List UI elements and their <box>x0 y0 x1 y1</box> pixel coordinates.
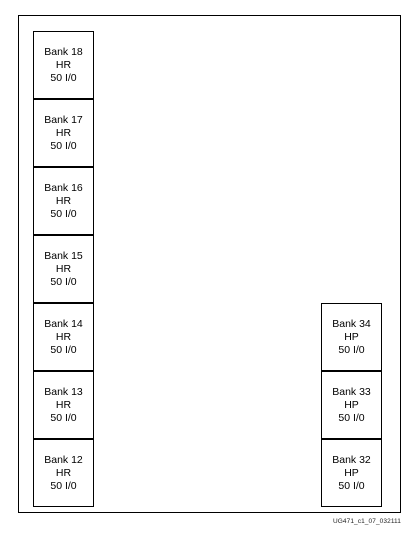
bank-io-count: 50 I/0 <box>50 207 77 220</box>
bank-15-box <box>33 235 94 303</box>
bank-io-count: 50 I/0 <box>50 411 77 424</box>
bank-32-box <box>321 439 382 507</box>
bank-type: HR <box>55 58 72 71</box>
bank-name: Bank 17 <box>44 113 83 126</box>
bank-name: Bank 15 <box>44 249 83 262</box>
bank-io-count: 50 I/0 <box>50 139 77 152</box>
bank-16-box <box>33 167 94 235</box>
bank-name: Bank 18 <box>44 45 83 58</box>
bank-type: HP <box>344 398 359 411</box>
bank-name: Bank 16 <box>44 181 83 194</box>
bank-io-count: 50 I/0 <box>338 343 365 356</box>
bank-io-count: 50 I/0 <box>50 479 77 492</box>
bank-name: Bank 14 <box>44 317 83 330</box>
bank-name: Bank 13 <box>44 385 83 398</box>
bank-type: HR <box>55 194 72 207</box>
bank-io-count: 50 I/0 <box>50 71 77 84</box>
bank-io-count: 50 I/0 <box>50 275 77 288</box>
bank-14-box <box>33 303 94 371</box>
bank-18-box <box>33 31 94 99</box>
bank-type: HP <box>344 330 359 343</box>
bank-name: Bank 32 <box>332 453 371 466</box>
bank-type: HR <box>55 262 72 275</box>
bank-type: HR <box>55 330 72 343</box>
bank-type: HR <box>55 126 72 139</box>
bank-io-count: 50 I/0 <box>338 479 365 492</box>
bank-13-box <box>33 371 94 439</box>
device-outline <box>18 15 401 513</box>
bank-name: Bank 34 <box>332 317 371 330</box>
figure-id-label: UG471_c1_07_032111 <box>332 518 401 525</box>
bank-type: HP <box>344 466 359 479</box>
bank-name: Bank 33 <box>332 385 371 398</box>
bank-34-box <box>321 303 382 371</box>
bank-33-box <box>321 371 382 439</box>
bank-name: Bank 12 <box>44 453 83 466</box>
bank-17-box <box>33 99 94 167</box>
bank-io-count: 50 I/0 <box>50 343 77 356</box>
bank-type: HR <box>55 398 72 411</box>
bank-io-count: 50 I/0 <box>338 411 365 424</box>
bank-type: HR <box>55 466 72 479</box>
bank-12-box <box>33 439 94 507</box>
